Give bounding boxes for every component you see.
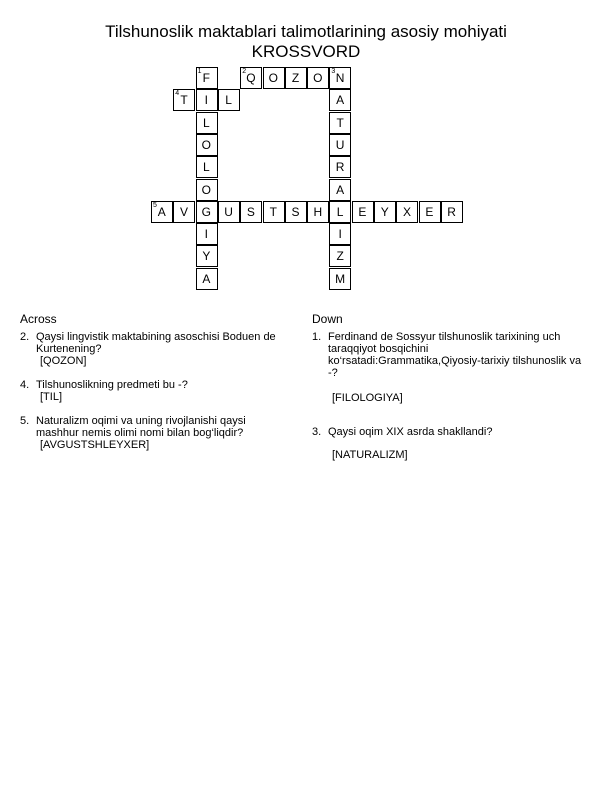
cell-letter: M	[335, 271, 346, 286]
cell-letter: N	[335, 71, 345, 85]
crossword-cell[interactable]	[329, 201, 351, 223]
cell-letter: U	[335, 137, 345, 152]
clue-across-4	[20, 379, 290, 403]
cell-number: 5	[153, 201, 157, 209]
clue-answer: [AVGUSTSHLEYXER]	[40, 439, 150, 451]
cell-letter: X	[403, 204, 412, 219]
crossword-cell[interactable]	[196, 112, 218, 134]
cell-number: 2	[242, 68, 247, 75]
cell-letter: L	[336, 204, 344, 219]
cell-letter: L	[203, 160, 211, 175]
clue-number: 5.	[20, 415, 30, 427]
cell-number: 3	[331, 68, 336, 75]
clue-text: Ferdinand de Sossyur tilshunoslik tarixining uch taraqqiyot bosqichini ko‘rsatadi:Grammatika,Qiyosiy-tarixiy tilshunoslik va -?	[328, 331, 582, 379]
clue-text: Naturalizm oqimi va uning rivojlanishi qaysi mashhur nemis olimi nomi bilan bog‘liqdir?	[36, 415, 246, 439]
crossword-cell[interactable]	[196, 67, 218, 89]
cell-letter: F	[202, 71, 211, 85]
crossword-cell[interactable]	[329, 67, 351, 89]
crossword-cell[interactable]	[173, 89, 195, 111]
crossword-cell[interactable]	[196, 89, 218, 111]
clue-answer: [FILOLOGIYA]	[332, 392, 403, 404]
crossword-cell[interactable]	[196, 134, 218, 156]
cell-letter: A	[336, 93, 345, 108]
crossword-cell[interactable]	[263, 201, 285, 223]
cell-letter: Z	[336, 249, 345, 264]
cell-letter: Q	[246, 71, 257, 85]
clue-number: 3.	[312, 426, 322, 438]
cell-letter: Y	[202, 249, 211, 264]
cell-letter: G	[201, 204, 212, 219]
cell-letter: S	[291, 204, 301, 219]
cell-letter: L	[225, 93, 233, 108]
page-subtitle: KROSSVORD	[251, 42, 361, 61]
crossword-cell[interactable]	[441, 201, 463, 223]
crossword-cell[interactable]	[240, 67, 262, 89]
crossword-cell[interactable]	[196, 268, 218, 290]
cell-letter: I	[204, 93, 209, 108]
cell-letter: H	[313, 204, 323, 219]
clue-text: Qaysi oqim XIX asrda shakllandi?	[328, 426, 493, 438]
crossword-cell[interactable]	[285, 201, 307, 223]
crossword-cell[interactable]	[374, 201, 396, 223]
cell-number: 1	[197, 68, 202, 75]
clue-answer: [QOZON]	[40, 355, 87, 367]
crossword-cell[interactable]	[307, 67, 329, 89]
cell-letter: R	[447, 204, 457, 219]
clue-number: 2.	[20, 331, 30, 343]
clue-down-1	[312, 331, 582, 404]
cell-letter: L	[203, 115, 211, 130]
crossword-cell[interactable]	[218, 89, 240, 111]
page-title: Tilshunoslik maktablari talimotlarining asosiy mohiyati	[105, 22, 507, 41]
crossword-cell[interactable]	[196, 179, 218, 201]
crossword-cell[interactable]	[329, 268, 351, 290]
crossword-cell[interactable]	[396, 201, 418, 223]
cell-letter: S	[246, 204, 256, 219]
cell-letter: O	[268, 71, 279, 85]
down-heading: Down	[312, 312, 343, 326]
crossword-cell[interactable]	[419, 201, 441, 223]
cell-letter: V	[180, 204, 189, 219]
across-heading: Across	[20, 312, 57, 326]
cell-letter: A	[202, 271, 211, 286]
crossword-cell[interactable]	[352, 201, 374, 223]
crossword-cell[interactable]	[329, 179, 351, 201]
crossword-cell[interactable]	[196, 201, 218, 223]
crossword-cell[interactable]	[263, 67, 285, 89]
crossword-cell[interactable]	[329, 112, 351, 134]
down-clues	[312, 312, 582, 461]
cell-letter: O	[201, 182, 212, 197]
crossword-cell[interactable]	[329, 156, 351, 178]
crossword-cell[interactable]	[151, 201, 173, 223]
cell-letter: E	[425, 204, 434, 219]
cell-letter: U	[224, 204, 234, 219]
clue-text: Qaysi lingvistik maktabining asoschisi Boduen de Kurtenening?	[36, 331, 276, 355]
crossword-cell[interactable]	[218, 201, 240, 223]
crossword-cell[interactable]	[329, 89, 351, 111]
cell-letter: T	[269, 204, 278, 219]
cell-letter: Y	[380, 204, 390, 219]
crossword-cell[interactable]	[173, 201, 195, 223]
cell-letter: E	[358, 204, 367, 219]
crossword-cell[interactable]	[196, 223, 218, 245]
clue-text: Tilshunoslikning predmeti bu -?	[36, 379, 188, 391]
cell-letter: A	[336, 182, 345, 197]
cell-letter: R	[335, 160, 345, 175]
cell-letter: O	[313, 71, 324, 85]
clue-answer: [NATURALIZM]	[332, 449, 408, 461]
crossword-cell[interactable]	[329, 223, 351, 245]
crossword-cell[interactable]	[240, 201, 262, 223]
clue-number: 4.	[20, 379, 30, 391]
clue-across-5	[20, 415, 290, 451]
crossword-cell[interactable]	[329, 245, 351, 267]
clue-down-3	[312, 426, 582, 461]
cell-letter: O	[201, 137, 212, 152]
clue-across-2	[20, 331, 290, 367]
crossword-cell[interactable]	[329, 134, 351, 156]
crossword-cell[interactable]	[196, 156, 218, 178]
clue-answer: [TIL]	[40, 391, 63, 403]
clue-number: 1.	[312, 331, 322, 343]
cell-letter: Z	[291, 71, 300, 85]
crossword-cell[interactable]	[307, 201, 329, 223]
cell-letter: A	[157, 204, 167, 219]
crossword-cell[interactable]	[196, 245, 218, 267]
cell-letter: T	[180, 93, 189, 108]
across-clues	[20, 312, 290, 451]
cell-number: 4	[175, 90, 180, 98]
cell-letter: I	[204, 227, 209, 242]
cell-letter: I	[338, 227, 343, 242]
cell-letter: T	[336, 115, 345, 130]
crossword-cell[interactable]	[285, 67, 307, 89]
